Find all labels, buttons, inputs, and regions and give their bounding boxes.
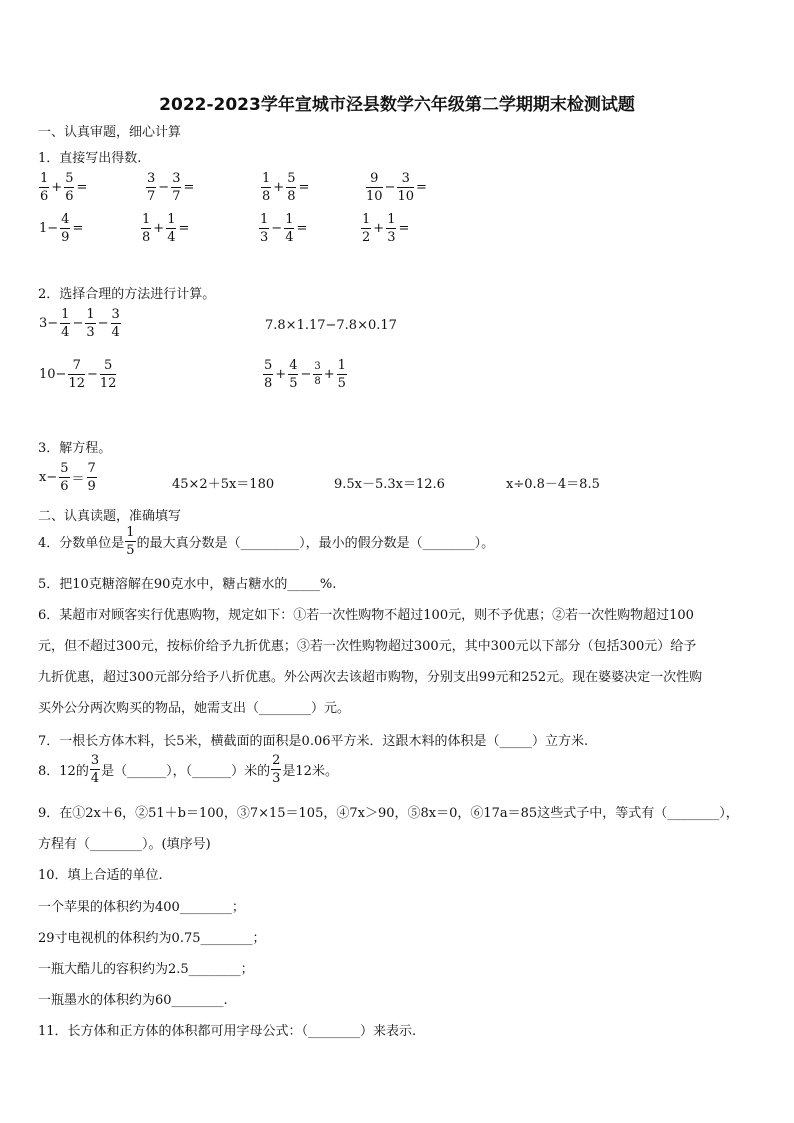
q10-item-2: 29寸电视机的体积约为0.75________； [38, 931, 266, 946]
q1-expr-6: $\frac{1}{8}$ + $\frac{1}{4}$ = [142, 212, 190, 245]
q4-text: 4．分数单位是 $\frac{1}{5}$ 的最大真分数是（_________），最小的假分数是（________）。 [38, 525, 495, 558]
q6-line-3: 九折优惠，超过300元部分给予八折优惠。外公两次去该超市购物，分别支出99元和252元。现在婆婆决定一次性购 [38, 670, 703, 685]
section-heading-2: 二、认真读题，准确填写 [38, 509, 182, 524]
q2-expr-1: 3− $\frac{1}{4}$ − $\frac{1}{3}$ − $\frac{3}{4}$ [39, 307, 120, 340]
q10-label: 10．填上合适的单位. [38, 868, 163, 883]
q5-text: 5．把10克糖溶解在90克水中，糖占糖水的_____%. [38, 577, 337, 592]
q10-item-4: 一瓶墨水的体积约为60________. [38, 993, 228, 1008]
q10-item-1: 一个苹果的体积约为400________； [38, 900, 245, 915]
q6-line-2: 元，但不超过300元，按标价给予九折优惠；③若一次性购物超过300元，其中300元以下部分（包括300元）给予 [38, 639, 697, 654]
q1-expr-2: $\frac{3}{7}$ − $\frac{3}{7}$ = [147, 171, 195, 204]
q2-expr-4: $\frac{5}{8}$ + $\frac{4}{5}$ − $\frac{3}{8}$ + $\frac{1}{5}$ [264, 358, 346, 391]
section-heading-1: 一、认真审题，细心计算 [38, 125, 182, 140]
q2-expr-2: 7.8×1.17−7.8×0.17 [265, 318, 397, 333]
q7-text: 7．一根长方体木料，长5米，横截面的面积是0.06平方米．这跟木料的体积是（_____）立方米. [38, 734, 589, 749]
q3-expr-1: x− $\frac{5}{6}$ ＝ $\frac{7}{9}$ [39, 461, 96, 494]
q9-line-2: 方程有（________）。(填序号) [38, 837, 211, 852]
q1-expr-7: $\frac{1}{3}$ − $\frac{1}{4}$ = [260, 212, 308, 245]
q3-expr-2: 45×2＋5x＝180 [172, 477, 275, 492]
q6-line-4: 买外公分两次购买的物品，她需支出（________）元。 [38, 701, 351, 716]
q2-label: 2．选择合理的方法进行计算。 [38, 287, 216, 302]
q1-expr-4: $\frac{9}{10}$ − $\frac{3}{10}$ = [366, 171, 427, 204]
q1-label: 1．直接写出得数. [38, 151, 142, 166]
q3-label: 3．解方程。 [38, 441, 112, 456]
q1-expr-3: $\frac{1}{8}$ + $\frac{5}{8}$ = [262, 171, 310, 204]
q8-text: 8．12的 $\frac{3}{4}$ 是（______），（______）米的 $\frac{2}{3}$ 是12米。 [38, 753, 338, 786]
q9-line-1: 9．在①2x＋6，②51＋b＝100，③7×15＝105，④7x＞90，⑤8x＝0，⑥17a＝85这些式子中，等式有（________）， [38, 806, 739, 821]
q2-expr-3: 10− $\frac{7}{12}$ − $\frac{5}{12}$ [39, 358, 117, 391]
q1-expr-5: 1− $\frac{4}{9}$ = [39, 212, 84, 245]
q11-text: 11．长方体和正方体的体积都可用字母公式：（________）来表示. [38, 1024, 417, 1039]
page-title: 2022-2023学年宣城市泾县数学六年级第二学期期末检测试题 [159, 95, 635, 115]
q3-expr-3: 9.5x－5.3x＝12.6 [334, 477, 445, 492]
q1-expr-1: $\frac{1}{6}$ + $\frac{5}{6}$ = [40, 171, 88, 204]
q6-line-1: 6．某超市对顾客实行优惠购物，规定如下：①若一次性购物不超过100元，则不予优惠；②若一次性购物超过100 [38, 608, 694, 623]
q1-expr-8: $\frac{1}{2}$ + $\frac{1}{3}$ = [362, 212, 410, 245]
q10-item-3: 一瓶大酷儿的容积约为2.5________； [38, 962, 254, 977]
q3-expr-4: x÷0.8－4＝8.5 [506, 477, 600, 492]
